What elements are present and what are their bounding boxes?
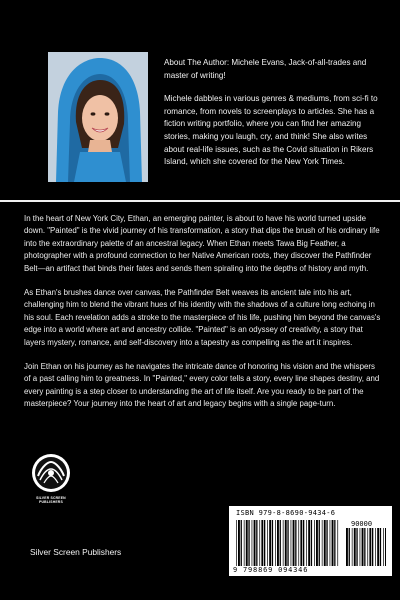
about-author-section (164, 57, 388, 180)
publisher-logo-icon (30, 452, 72, 496)
book-blurb (24, 213, 382, 423)
author-portrait-image (48, 52, 148, 182)
blurb-paragraph: In the heart of New York City, Ethan, an emerging painter, is about to have his world turned upside down. "Painted" is the vivid journey of his transformation, a story that dips the brush of his ordinary life into the extraordinary palette of an ancestral legacy. When Ethan meets Tawa Big Feather, a photographer with a profound connection to her Native American roots, they discover the Pathfinder Belt—an artifact that binds their fates and sends them spiraling into the depths of history and myth. (24, 214, 380, 273)
divider-line (0, 200, 400, 202)
blurb-paragraph: As Ethan's brushes dance over canvas, the Pathfinder Belt weaves its ancient tale into his art, challenging him to blend the vibrant hues of his identity with the shadows of a culture long echoing in his soul. Each revelation adds a stroke to the masterpiece of his life, pushing him beyond the canvas's edge into a world where art and ancestry collide. "Painted" is an odyssey of creativity, a story that layers mystery, romance, and self-discovery into a tapestry as compelling as the art it inspires. (24, 288, 381, 347)
isbn-barcode (229, 506, 392, 576)
ean-barcode-bars (236, 520, 340, 566)
publisher-name: Silver Screen Publishers (30, 547, 122, 557)
addon-barcode-bars (346, 528, 386, 566)
logo-text-line2: PUBLISHERS (39, 500, 63, 504)
isbn-number: ISBN 979-8-8690-9434-6 (236, 509, 336, 517)
price-code: 90000 (351, 520, 373, 528)
about-author-bio: Michele dabbles in various genres & mediums, from sci-fi to romance, from novels to screenplays to articles. She has a fiction writing portfolio, where you can find her amazing stories, making you laugh, cry, and think! She also writes about real-life issues, such as the Covid situation in Rikers Island, which she covered for the New York Times. (164, 94, 378, 167)
ean-digits: 9 798869 094346 (233, 566, 309, 574)
about-author-heading: About The Author: Michele Evans, Jack-of-all-trades and master of writing! (164, 58, 367, 80)
blurb-paragraph: Join Ethan on his journey as he navigates the intricate dance of honoring his vision and the whispers of a past calling him to greatness. In "Painted," every color tells a story, every line shapes destiny, and every painting is a step closer to understanding the art of life itself. Are you ready to be part of the masterpiece? Your journey into the heart of art and legacy begins with a single page-turn. (24, 362, 380, 409)
author-photo (48, 52, 148, 182)
logo-text-line1: SILVER SCREEN (36, 496, 66, 500)
publisher-logo (30, 452, 72, 510)
